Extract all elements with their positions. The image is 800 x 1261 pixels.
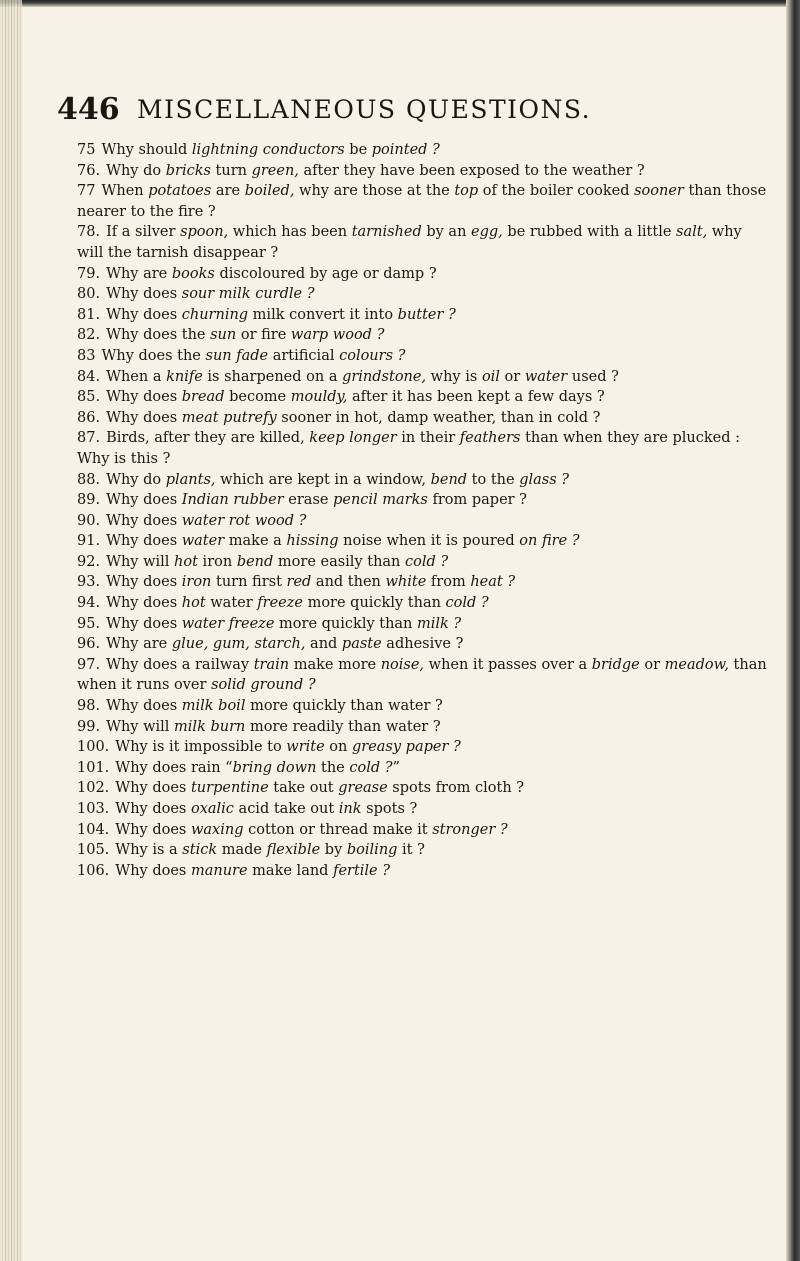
emphasized-term: milk burn [174,718,246,735]
question-text: Why does [106,615,182,632]
question-text: Why do [106,162,166,179]
emphasized-term: water [181,533,225,550]
emphasized-term: stick [182,842,218,859]
question-text: Why does a railway [106,656,254,673]
emphasized-term: hissing [286,533,339,550]
question-number: 91. [77,533,101,550]
question-item [55,222,770,263]
question-number: 102. [77,780,110,797]
question-item [77,264,770,285]
question-number: 95. [77,615,101,632]
question-number: 103. [77,801,110,817]
question-number: 100. [77,739,110,756]
question-text: the [316,759,350,776]
question-item [55,181,770,222]
emphasized-term: spoon, [180,224,229,241]
emphasized-term: cold ? [445,595,489,612]
question-text: more easily than [273,553,406,570]
question-text: more quickly than [274,615,418,632]
emphasized-term: meat putrefy [181,409,277,426]
question-item [77,511,770,532]
question-number: 89. [77,492,101,509]
question-text: When [101,183,149,200]
question-text: Why does [115,780,191,797]
question-number: 101. [77,759,110,776]
emphasized-term: boiling [346,842,398,859]
question-text: Why does [106,492,182,509]
question-text: from [426,574,471,591]
question-text: after it has been kept a few days ? [347,389,605,406]
emphasized-term: hot [174,553,198,570]
question-list [77,140,770,881]
question-text: Why does [106,698,182,715]
emphasized-term: mouldy, [290,389,348,406]
question-text: Why does the [106,327,211,344]
question-text: or [639,656,665,673]
question-text: When a [106,368,167,385]
emphasized-term: water [524,368,568,385]
emphasized-term: milk ? [417,615,462,632]
emphasized-term: bend [236,553,274,570]
question-text: Why does [106,409,182,426]
emphasized-term: sour milk curdle ? [181,286,315,303]
emphasized-term: bread [181,389,225,406]
emphasized-term: milk boil [181,698,246,715]
question-item [55,655,770,696]
emphasized-term: grease [338,780,388,797]
emphasized-term: heat ? [470,574,516,591]
emphasized-term: water rot wood ? [181,512,307,529]
question-number: 77 [77,183,96,200]
emphasized-term: top [454,183,479,200]
emphasized-term: cold ? [405,553,449,570]
emphasized-term: keep longer [309,430,397,447]
question-text: Why does [106,533,182,550]
emphasized-term: glass ? [519,471,570,488]
question-text: Why is it impossible to [115,739,287,756]
emphasized-term: sun [210,327,237,344]
question-text: Why does [115,862,191,879]
emphasized-term: lightning conductors [191,142,345,158]
question-item [77,490,770,511]
question-text: Why will [106,553,175,570]
emphasized-term: books [171,265,215,282]
question-text: by [320,842,347,859]
question-number: 82. [77,327,101,344]
question-number: 81. [77,306,101,323]
question-text: Why does [106,286,182,303]
emphasized-term: plants, [165,471,216,488]
emphasized-term: egg, [471,224,503,241]
question-item [55,367,770,388]
question-item [55,161,770,182]
emphasized-term: bend [430,471,468,488]
emphasized-term: colours ? [339,347,406,364]
emphasized-term: green, [251,162,299,179]
question-item [77,305,770,326]
emphasized-term: cold ? [349,759,393,776]
question-text: are [211,183,245,200]
question-item [77,284,770,305]
emphasized-term: oil [481,368,500,385]
question-item [77,470,770,491]
page-number: 446 [57,92,120,127]
question-text: why are those at the [294,183,455,200]
emphasized-term: turpentine [190,780,269,797]
emphasized-term: oxalic [190,801,234,817]
question-text: of the boiler cooked [478,183,635,200]
question-text: it ? [397,842,425,859]
question-text: noise when it is poured [338,533,520,550]
question-item [77,840,770,861]
running-title: MISCELLANEOUS QUESTIONS. [137,95,592,124]
question-text: turn first [211,574,287,591]
page-right-edge [786,0,800,1261]
question-text: Why will [106,718,175,735]
emphasized-term: pointed ? [371,142,440,158]
emphasized-term: on fire ? [519,533,580,550]
question-text: on [324,739,352,756]
question-text: be rubbed with a little [502,224,677,241]
emphasized-term: train [253,656,290,673]
question-text: Why does [115,821,191,838]
question-text: or fire [236,327,291,344]
question-text: make land [247,862,334,879]
question-text: more quickly than [302,595,446,612]
emphasized-term: paste [341,636,382,653]
question-number: 75 [77,142,96,158]
emphasized-term: tarnished [351,224,422,241]
emphasized-term: white [385,574,427,591]
question-text: spots ? [361,801,418,817]
question-text: cotton or thread make it [243,821,433,838]
question-text: Why should [101,142,192,158]
question-text: make more [289,656,381,673]
question-text: milk convert it into [248,306,398,323]
question-text: ” [392,759,400,776]
emphasized-term: hot [181,595,206,612]
emphasized-term: knife [166,368,203,385]
question-text: more quickly than water ? [245,698,443,715]
question-text: turn [210,162,252,179]
question-text: than when they are plucked : Why is this ? [77,430,740,467]
question-item [77,778,770,799]
question-text: iron [197,553,237,570]
question-item [77,325,770,346]
question-text: If a silver [106,224,181,241]
question-text: or [499,368,525,385]
question-text: Why does [106,595,182,612]
question-item [55,387,770,408]
question-text: from paper ? [427,492,527,509]
question-text: Why does [106,512,182,529]
question-text: be [344,142,372,158]
question-item [77,758,770,779]
emphasized-term: freeze [257,595,303,612]
question-item [77,614,770,635]
question-text: become [224,389,291,406]
question-text: take out [268,780,339,797]
emphasized-term: pencil marks [333,492,428,509]
question-text: used ? [567,368,619,385]
question-number: 85. [77,389,101,406]
question-text: water [205,595,258,612]
question-text: more readily than water ? [245,718,441,735]
emphasized-term: noise, [380,656,425,673]
emphasized-term: stronger ? [432,821,508,838]
question-number: 105. [77,842,110,859]
question-text: when it passes over a [424,656,592,673]
question-text: Why are [106,636,172,653]
emphasized-term: fertile ? [333,862,391,879]
question-item [77,861,770,882]
question-number: 78. [77,224,101,241]
question-text: sooner in hot, damp weather, than in cold ? [276,409,601,426]
emphasized-term: waxing [190,821,244,838]
page-binding-edge [0,0,22,1261]
question-text: erase [283,492,334,509]
question-text: Why does rain “ [115,759,233,776]
emphasized-term: potatoes [148,183,212,200]
question-number: 104. [77,821,110,838]
question-number: 84. [77,368,101,385]
question-item [77,572,770,593]
question-text: spots from cloth ? [387,780,525,797]
emphasized-term: iron [181,574,212,591]
question-item [55,428,770,469]
emphasized-term: butter ? [397,306,456,323]
emphasized-term: ink [338,801,362,817]
emphasized-term: red [286,574,312,591]
emphasized-term: boiled, [244,183,295,200]
emphasized-term: churning [181,306,249,323]
question-text: made [217,842,267,859]
question-text: and then [311,574,386,591]
question-item [77,593,770,614]
emphasized-term: bricks [165,162,211,179]
question-number: 99. [77,718,101,735]
question-text: Why is a [115,842,183,859]
question-text: than when it runs over [77,656,767,694]
question-number: 92. [77,553,101,570]
question-text: Why does the [101,347,206,364]
emphasized-term: salt, [676,224,708,241]
emphasized-term: water freeze [181,615,275,632]
question-text: artificial [268,347,340,364]
question-text: make a [224,533,287,550]
question-number: 83 [77,347,96,364]
question-text: Why does [106,389,182,406]
question-text: why will the tarnish disappear ? [77,224,742,261]
question-item [77,737,770,758]
emphasized-term: manure [190,862,248,879]
question-item [77,799,770,820]
question-number: 94. [77,595,101,612]
emphasized-term: Indian rubber [181,492,284,509]
question-text: is sharpened on a [202,368,343,385]
emphasized-term: sun fade [205,347,269,364]
question-text: by an [421,224,472,241]
emphasized-term: bridge [591,656,640,673]
question-number: 88. [77,471,101,488]
emphasized-term: bring down [232,759,317,776]
question-item [77,552,770,573]
question-item [55,408,770,429]
running-header [57,92,747,136]
emphasized-term: warp wood ? [290,327,385,344]
question-text: why is [426,368,482,385]
question-number: 76. [77,162,101,179]
question-number: 80. [77,286,101,303]
question-text: Why are [106,265,172,282]
question-text: adhesive ? [381,636,464,653]
question-text: acid take out [233,801,339,817]
question-text: Birds, after they are killed, [106,430,310,447]
question-text: in their [396,430,460,447]
question-number: 79. [77,265,101,282]
question-number: 86. [77,409,101,426]
question-text: Why does [106,574,182,591]
page-top-edge [0,0,800,7]
question-text: after they have been exposed to the weather ? [298,162,645,179]
question-text: which are kept in a window, [215,471,431,488]
question-text: which has been [228,224,352,241]
question-item [77,634,770,655]
emphasized-term: meadow, [664,656,729,673]
question-text: discoloured by age or damp ? [214,265,437,282]
question-number: 98. [77,698,101,715]
question-item [77,696,770,717]
question-number: 90. [77,512,101,529]
emphasized-term: feathers [459,430,521,447]
question-item [55,531,770,552]
question-item [77,140,770,161]
question-item [77,346,770,367]
emphasized-term: sooner [634,183,684,200]
question-item [77,820,770,841]
question-text: Why does [106,306,182,323]
question-number: 106. [77,862,110,879]
emphasized-term: flexible [266,842,321,859]
emphasized-term: write [286,739,325,756]
question-number: 87. [77,430,101,447]
question-text: Why does [115,801,191,817]
emphasized-term: greasy paper ? [351,739,461,756]
question-number: 97. [77,656,101,673]
question-number: 93. [77,574,101,591]
emphasized-term: solid ground ? [211,677,316,694]
question-text: to the [467,471,520,488]
emphasized-term: grindstone, [342,368,427,385]
emphasized-term: glue, gum, starch, [171,636,306,653]
question-item [77,717,770,738]
question-text: than those nearer to the fire ? [77,183,767,220]
question-text: Why do [106,471,166,488]
question-text: and [305,636,342,653]
question-number: 96. [77,636,101,653]
